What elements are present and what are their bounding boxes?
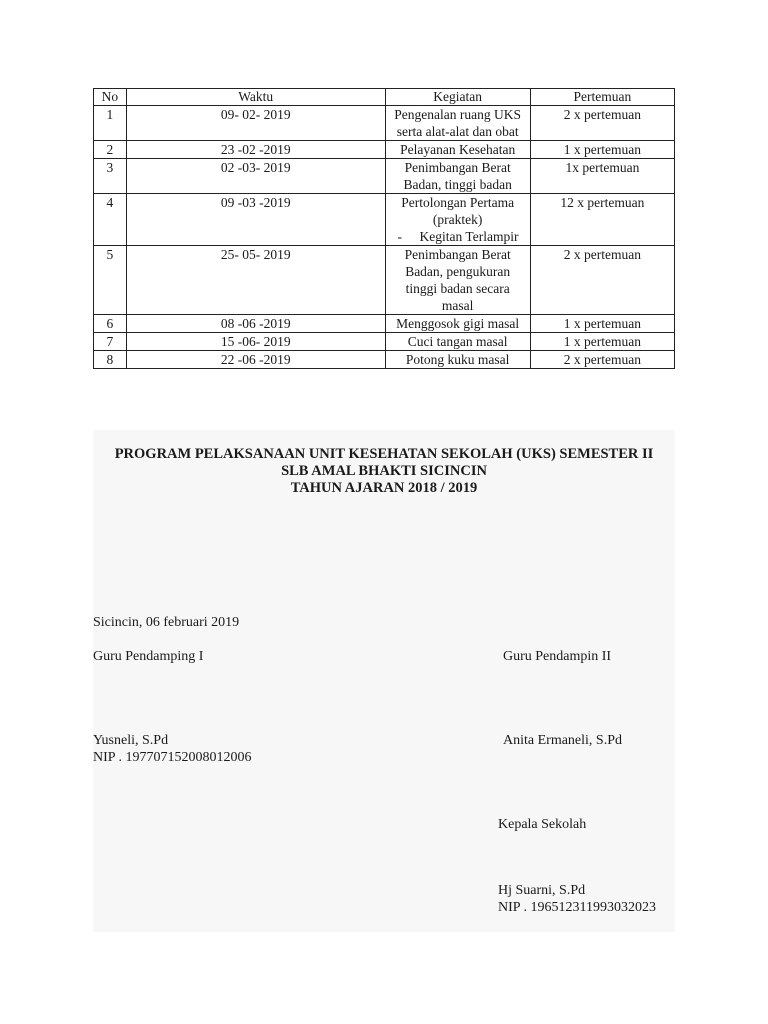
cell-pertemuan: 12 x pertemuan: [530, 194, 674, 246]
cell-kegiatan: Cuci tangan masal: [385, 333, 530, 351]
kepala-role: Kepala Sekolah: [498, 817, 587, 832]
cell-kegiatan: Penimbangan Berat Badan, pengukuran tinggi badan secara masal: [385, 246, 530, 315]
title-line-2: SLB AMAL BHAKTI SICINCIN: [281, 463, 487, 479]
kegiatan-sublist: [390, 228, 526, 245]
cell-waktu: 22 -06 -2019: [126, 351, 385, 369]
cell-pertemuan: 2 x pertemuan: [530, 246, 674, 315]
title-line-3: TAHUN AJARAN 2018 / 2019: [290, 480, 478, 496]
schedule-table: [93, 88, 675, 369]
document-title: [93, 446, 675, 497]
list-item: [390, 228, 526, 245]
cell-no: 2: [94, 141, 127, 159]
cell-kegiatan: [385, 194, 530, 246]
cell-kegiatan: Pelayanan Kesehatan: [385, 141, 530, 159]
header-waktu: Waktu: [126, 89, 385, 106]
table-row: [94, 351, 675, 369]
table-row: [94, 246, 675, 315]
table-row: [94, 315, 675, 333]
cell-no: 7: [94, 333, 127, 351]
header-no: No: [94, 89, 127, 106]
cell-pertemuan: 1x pertemuan: [530, 159, 674, 194]
cell-waktu: 23 -02 -2019: [126, 141, 385, 159]
cell-no: 4: [94, 194, 127, 246]
header-kegiatan: Kegiatan: [385, 89, 530, 106]
list-item-text: Kegitan Terlampir: [419, 229, 519, 244]
table-row: [94, 194, 675, 246]
kepala-nip: NIP . 196512311993032023: [498, 900, 657, 915]
cell-no: 6: [94, 315, 127, 333]
cell-no: 5: [94, 246, 127, 315]
cell-no: 1: [94, 106, 127, 141]
cell-pertemuan: 1 x pertemuan: [530, 315, 674, 333]
header-pertemuan: Pertemuan: [530, 89, 674, 106]
cell-waktu: 09- 02- 2019: [126, 106, 385, 141]
kegiatan-text: Pertolongan Pertama (praktek): [401, 195, 515, 227]
guru2-role: Guru Pendampin II: [503, 649, 612, 664]
cell-waktu: 09 -03 -2019: [126, 194, 385, 246]
guru1-name: Yusneli, S.Pd: [93, 733, 169, 748]
cell-waktu: 02 -03- 2019: [126, 159, 385, 194]
table-row: [94, 141, 675, 159]
cell-kegiatan: Penimbangan Berat Badan, tinggi badan: [385, 159, 530, 194]
cell-pertemuan: 1 x pertemuan: [530, 141, 674, 159]
table-row: [94, 106, 675, 141]
title-line-1: PROGRAM PELAKSANAAN UNIT KESEHATAN SEKOLAH (UKS) SEMESTER II: [114, 446, 654, 462]
table-row: [94, 333, 675, 351]
table-row: [94, 159, 675, 194]
cell-no: 8: [94, 351, 127, 369]
guru1-nip: NIP . 197707152008012006: [93, 750, 252, 765]
guru2-name: Anita Ermaneli, S.Pd: [503, 733, 622, 748]
cell-no: 3: [94, 159, 127, 194]
cell-waktu: 08 -06 -2019: [126, 315, 385, 333]
cell-kegiatan: Menggosok gigi masal: [385, 315, 530, 333]
list-bullet: -: [397, 229, 403, 244]
cell-pertemuan: 2 x pertemuan: [530, 106, 674, 141]
cell-pertemuan: 2 x pertemuan: [530, 351, 674, 369]
cell-kegiatan: Potong kuku masal: [385, 351, 530, 369]
place-date: Sicincin, 06 februari 2019: [93, 615, 240, 630]
guru1-role: Guru Pendamping I: [93, 649, 204, 664]
table-header-row: [94, 89, 675, 106]
kepala-name: Hj Suarni, S.Pd: [498, 883, 586, 898]
cell-kegiatan: Pengenalan ruang UKS serta alat-alat dan obat: [385, 106, 530, 141]
cell-waktu: 25- 05- 2019: [126, 246, 385, 315]
cell-pertemuan: 1 x pertemuan: [530, 333, 674, 351]
cell-waktu: 15 -06- 2019: [126, 333, 385, 351]
document-page-background: [93, 430, 675, 932]
